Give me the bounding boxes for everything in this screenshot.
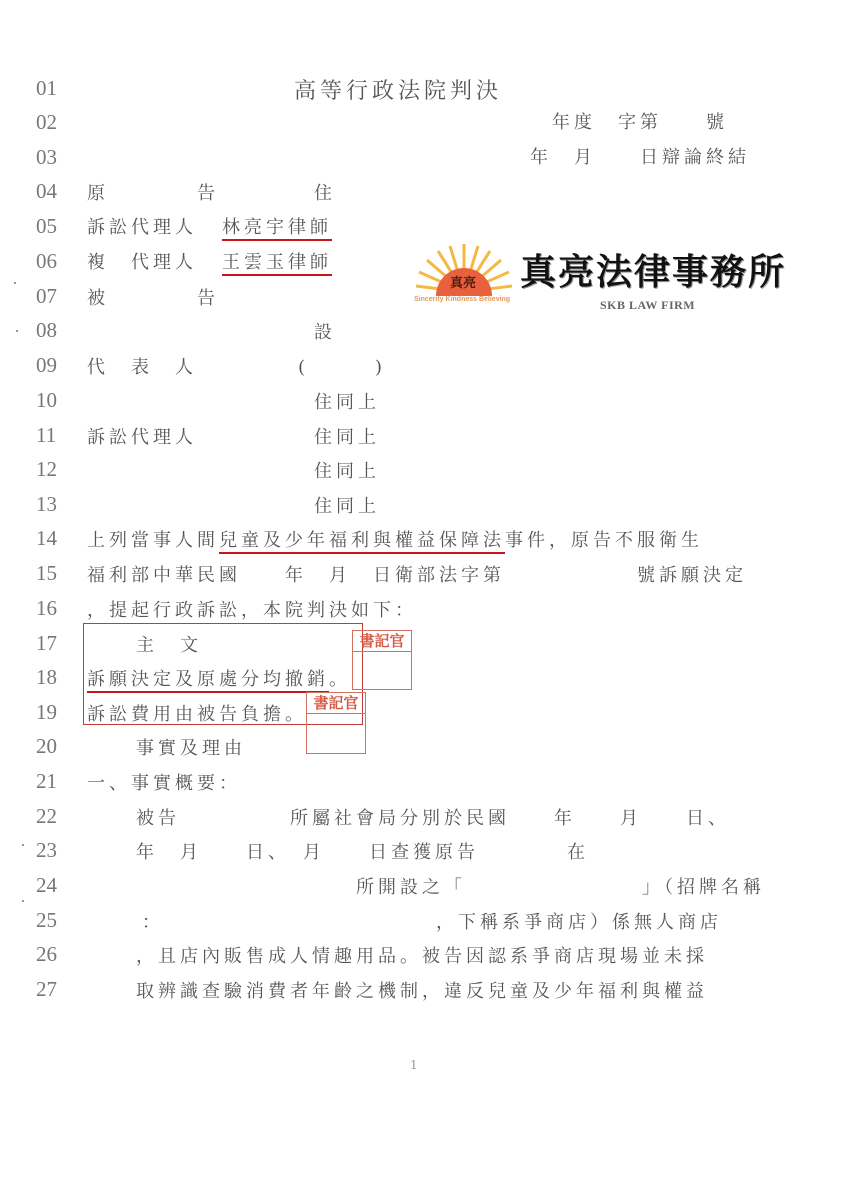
defendant-label: 被 告 <box>87 288 219 309</box>
line-number: 20 <box>36 734 57 758</box>
scan-speck <box>22 844 24 846</box>
page-number: 1 <box>410 1058 418 1072</box>
attorney-label: 訴訟代理人 <box>87 217 197 238</box>
line-number: 08 <box>36 318 57 342</box>
address-same: 住同上 <box>314 496 380 517</box>
attorney-name: 林亮宇律師 <box>222 217 332 241</box>
line-number: 02 <box>36 110 57 134</box>
facts-line: 被告 所屬社會局分別於民國 年 月 日、 <box>136 808 730 829</box>
line-number: 12 <box>36 457 57 481</box>
line-number: 21 <box>36 769 57 793</box>
line-number: 13 <box>36 492 57 516</box>
line-number: 15 <box>36 561 57 585</box>
line-number: 25 <box>36 908 57 932</box>
firm-logo <box>414 240 514 308</box>
main-text-heading: 主 文 <box>136 635 202 656</box>
facts-line: 年 月 日、 月 日查獲原告 在 <box>136 842 589 863</box>
facts-summary-heading: 一、事實概要： <box>87 773 241 794</box>
line-number: 01 <box>36 76 57 100</box>
defendant-address: 設 <box>314 322 336 343</box>
case-intro-c: 事件，原告不服衛生 <box>505 530 703 551</box>
line-number: 26 <box>36 942 57 966</box>
scan-speck <box>16 330 18 332</box>
line-number: 14 <box>36 526 57 550</box>
line-number: 27 <box>36 977 57 1001</box>
ruling-revoked: 訴願決定及原處分均撤銷 <box>87 669 329 693</box>
line-number: 24 <box>36 873 57 897</box>
scan-speck <box>22 900 24 902</box>
line-number: 10 <box>36 388 57 412</box>
clerk-stamp-label: 書記官 <box>307 693 365 714</box>
plaintiff-address: 住 <box>314 183 336 204</box>
facts-line: 所開設之「 」（招牌名稱 <box>356 877 765 898</box>
case-intro-a: 上列當事人間 <box>87 530 219 551</box>
sub-attorney-name: 王雲玉律師 <box>222 252 332 276</box>
plaintiff-label: 原 告 <box>87 183 219 204</box>
scan-speck <box>14 282 16 284</box>
defendant-attorney-label: 訴訟代理人 <box>87 427 197 448</box>
line-number: 18 <box>36 665 57 689</box>
appeal-decision-line: 福利部中華民國 年 月 日衛部法字第 號訴願決定 <box>87 565 747 586</box>
case-number-line: 年度 字第 號 <box>552 112 728 133</box>
line-number: 17 <box>36 631 57 655</box>
clerk-stamp <box>352 630 412 690</box>
hearing-date-line: 年 月 日辯論終結 <box>530 147 750 168</box>
sub-attorney-label: 複 代理人 <box>87 252 197 273</box>
ruling-line-1: 訴願決定及原處分均撤銷。 <box>87 665 351 691</box>
logo-slogan: Sincerity Kindness Believing <box>414 296 511 303</box>
logo-text: 真亮 <box>450 276 477 291</box>
line-number: 19 <box>36 700 57 724</box>
ruling-line-2: 訴訟費用由被告負擔。 <box>87 704 307 725</box>
address-same: 住同上 <box>314 392 380 413</box>
statute-name: 兒童及少年福利與權益保障法 <box>219 530 505 554</box>
line-number: 06 <box>36 249 57 273</box>
facts-reasons-heading: 事實及理由 <box>136 738 246 759</box>
document-title: 高等行政法院判決 <box>294 79 503 104</box>
line-number: 16 <box>36 596 57 620</box>
address-same: 住同上 <box>314 461 380 482</box>
representative-label: 代 表 人 <box>87 357 197 378</box>
line-number: 03 <box>36 145 57 169</box>
facts-line: 取辨識查驗消費者年齡之機制，違反兒童及少年福利與權益 <box>136 981 708 1002</box>
line-number: 05 <box>36 214 57 238</box>
firm-name: 真亮法律事務所 <box>520 251 787 293</box>
line-number: 11 <box>36 423 57 447</box>
clerk-stamp-label: 書記官 <box>353 631 411 652</box>
judgment-intro-line: ，提起行政訴訟，本院判決如下： <box>87 600 417 621</box>
line-number: 23 <box>36 838 57 862</box>
address-same: 住同上 <box>314 427 380 448</box>
firm-name-english: SKB LAW FIRM <box>600 298 696 312</box>
facts-line: ，下稱系爭商店）係無人商店 <box>436 912 722 933</box>
line-number: 04 <box>36 179 57 203</box>
line-number: 07 <box>36 284 57 308</box>
line-number: 22 <box>36 804 57 828</box>
facts-line: ，且店內販售成人情趣用品。被告因認系爭商店現場並未採 <box>136 946 708 967</box>
clerk-stamp <box>306 692 366 754</box>
line-number: 09 <box>36 353 57 377</box>
representative-name: ( ) <box>298 357 387 378</box>
case-intro-line <box>87 526 703 552</box>
facts-line: ： <box>142 912 164 933</box>
